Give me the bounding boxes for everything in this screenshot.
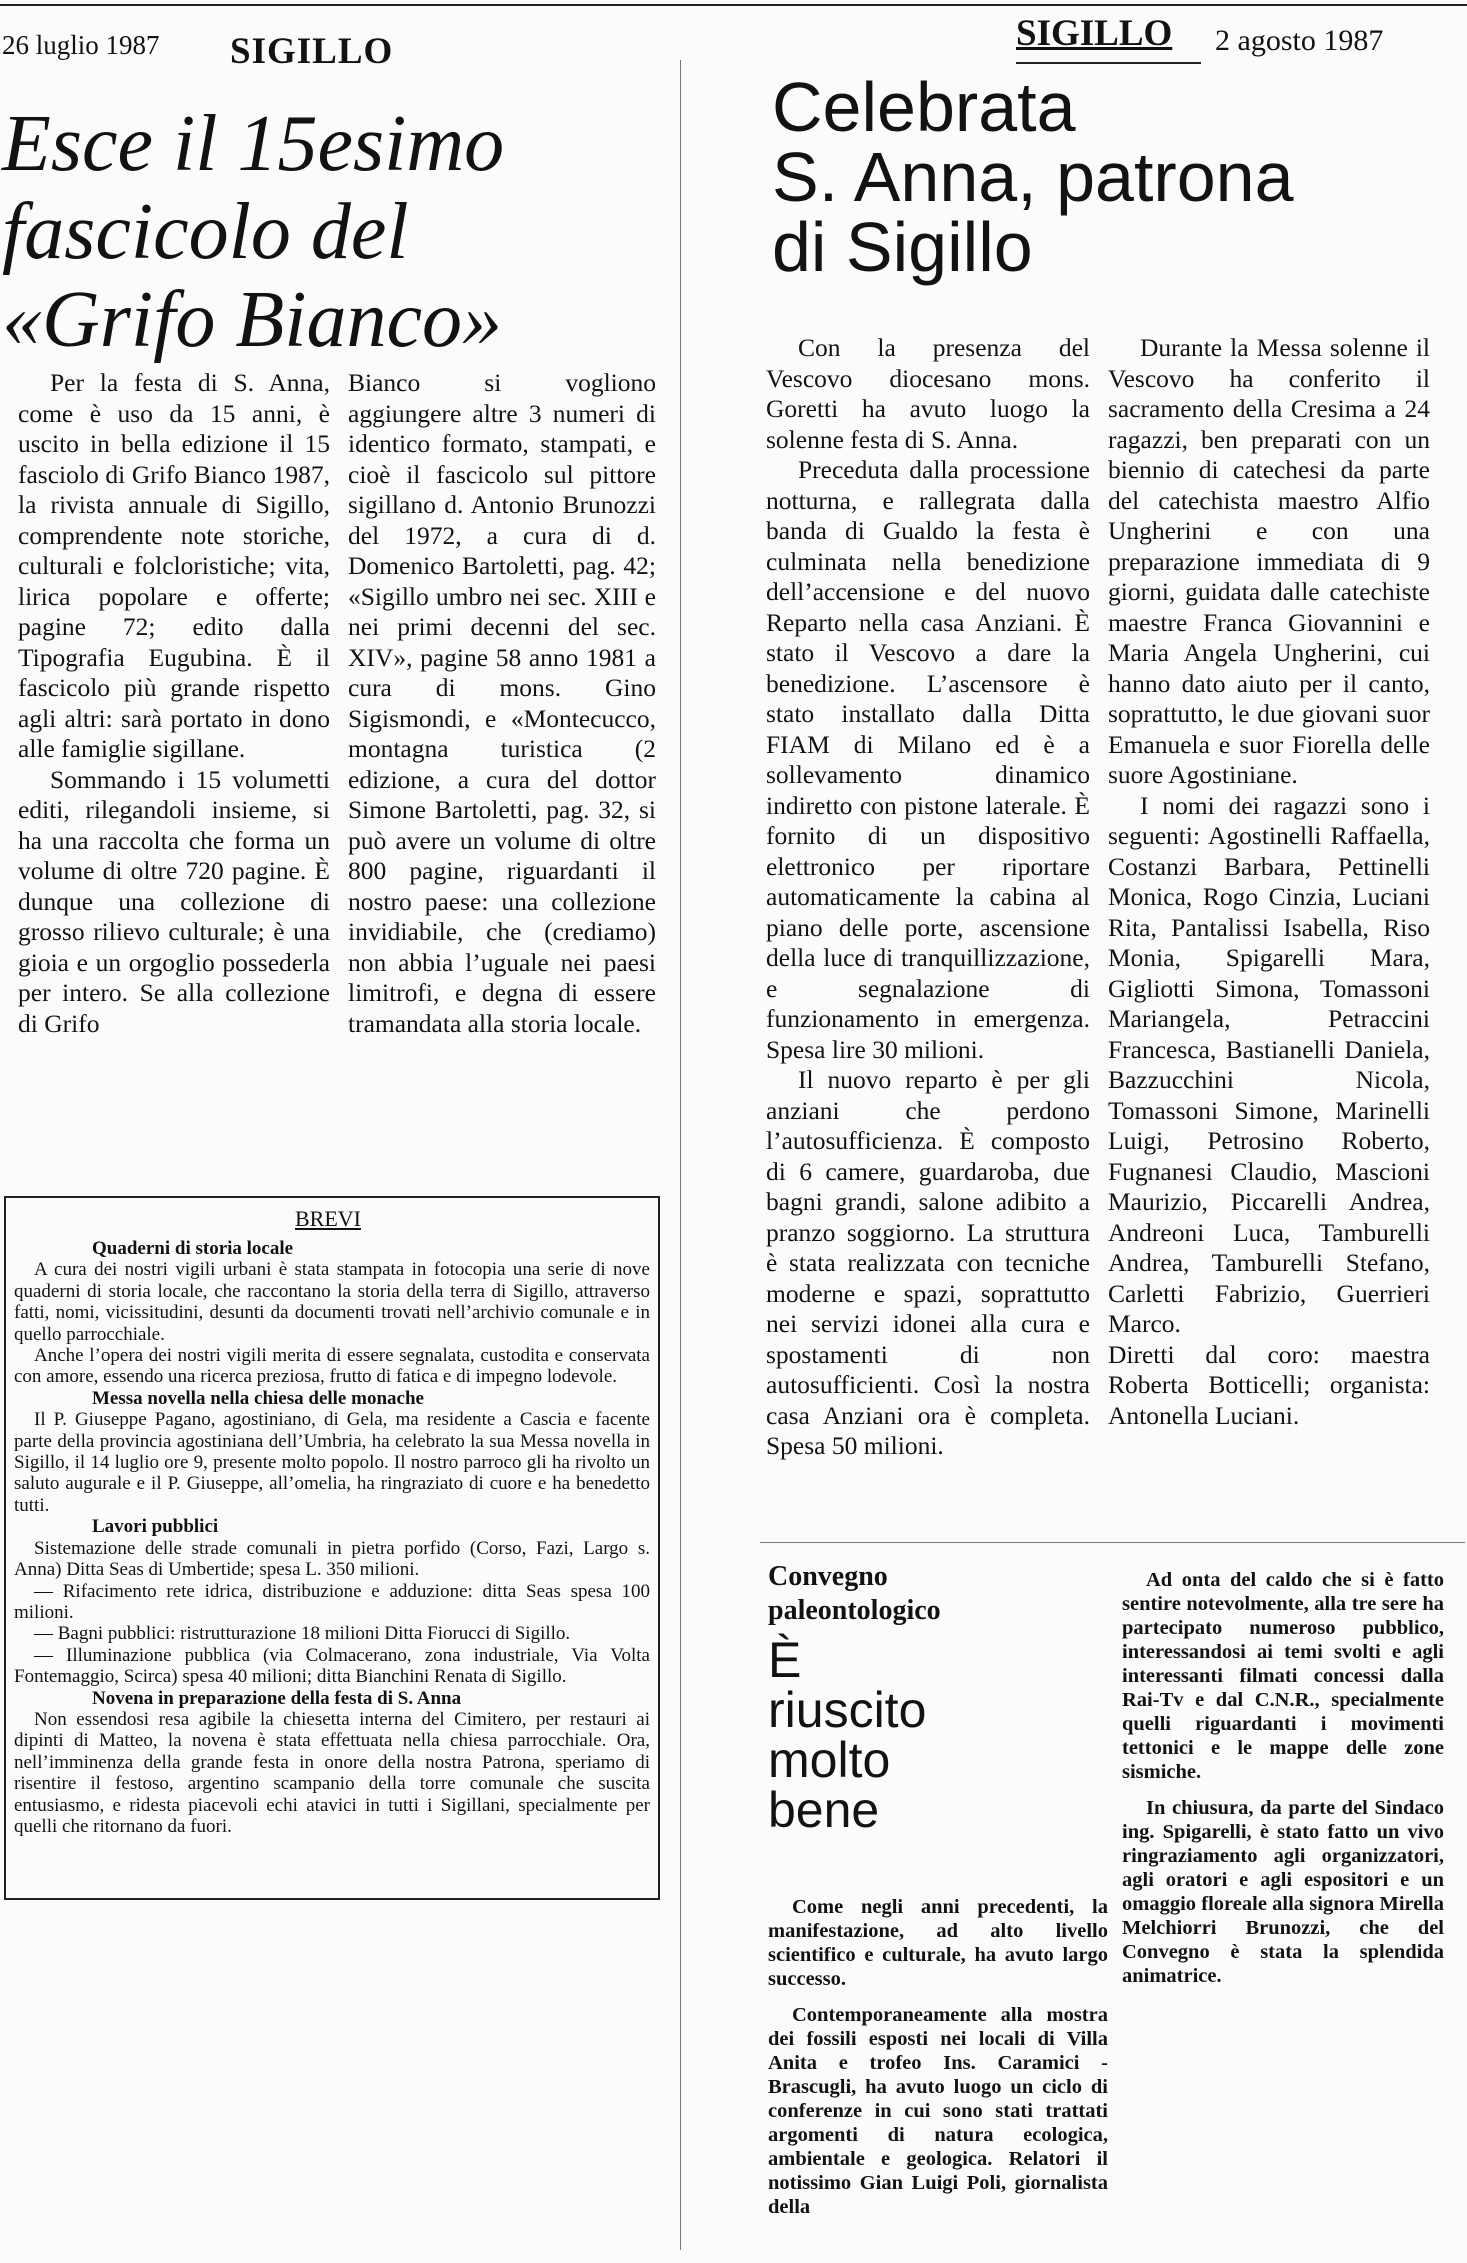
left-masthead: SIGILLO — [230, 31, 394, 72]
brevi-item-text: — Bagni pubblici: ristrutturazione 18 milioni Ditta Fiorucci di Sigillo. — [34, 1623, 571, 1645]
convegno-kicker-line: paleontologico — [768, 1595, 941, 1626]
paragraph: Come negli anni precedenti, la manifestazione, ad alto livello scientifico e culturale, ha avuto largo successo. — [768, 1896, 1108, 1990]
paragraph: Preceduta dalla processione notturna, e rallegrata dalla banda di Gualdo la festa è culminata nella benedizione dell’accensione e del nuovo Reparto nella casa Anziani. È stato il Vescovo a dare la benedizione. L’ascensore è stato installato dalla Ditta FIAM di Milano ed è a sollevamento dinamico indiretto con pistone laterale. È fornito di un dispositivo elettronico per riportare automaticamente la cabina al piano delle porte, ascensione della luce di tranquillizzazione, e segnalazione di funzionamento in emergenza. Spesa lire 30 milioni. — [766, 455, 1090, 1064]
brevi-item-text: Sistemazione delle strade comunali in pietra porfido (Corso, Fazi, Largo s. Anna) Ditta Seas di Umbertide; spesa L. 350 milioni. — [14, 1537, 650, 1581]
convegno-headline-line: riuscito — [768, 1682, 927, 1738]
paragraph: Con la presenza del Vescovo diocesano mons. Goretti ha avuto luogo la solenne festa di S. Anna. — [766, 333, 1090, 454]
brevi-item-text: — Rifacimento rete idrica, distribuzione e adduzione: ditta Seas spesa 100 milioni. — [14, 1580, 650, 1623]
brevi-item-text: Il P. Giuseppe Pagano, agostiniano, di Gela, ma residente a Cascia e facente parte della provincia agostiniana dell’Umbria, ha celebrato la sua Messa novella in Sigillo, il 14 luglio ore 9, presente molto popolo. Il nostro parroco gli ha rivolto un saluto augurale e il P. Giuseppe, all’omelia, ha ringraziato di cuore e ha benedetto tutti. — [14, 1409, 650, 1516]
convegno-top-rule — [760, 1542, 1465, 1543]
left-headline-line: Esce il 15esimo — [2, 100, 505, 188]
right-headline-line: Celebrata — [772, 68, 1076, 146]
paragraph: Bianco si vogliono aggiungere altre 3 numeri di identico formato, stampati, e cioè il fascicolo sul pittore sigillano d. Antonio Brunozzi del 1972, a cura di d. Domenico Bartoletti, pag. 42; «Sigillo umbro nei sec. XIII e nei primi decenni del sec. XIV», pagine 58 anno 1981 a cura di mons. Gino Sigismondi, e «Montecucco, montagna turistica (2 edizione, a cura del dottor Simone Bartoletti, pag. 32, si può avere un volume di oltre 800 pagine, riguardanti il nostro paese: una collezione invidiabile, che (crediamo) non abbia l’uguale nei paesi limitrofi, e degna di essere tramandata alla storia locale. — [348, 368, 656, 1038]
brevi-item-text: Non essendosi resa agibile la chiesetta interna del Cimitero, per restauri ai dipinti di Matteo, la novena è stata effettuata nella chiesa parrocchiale. Ora, nell’imminenza della grande festa in onore della nostra Patrona, speriamo di risentire il festoso, argentino scampanio della torre comunale che suscita entusiasmo, e ridesta piacevoli echi atavici in tutti i Sigillani, specialmente per quelli che ritornano da fuori. — [14, 1708, 650, 1837]
convegno-col2 — [1122, 1568, 1444, 2000]
brevi-item-text: A cura dei nostri vigili urbani è stata stampata in fotocopia una serie di nove quaderni di storia locale, che raccontano la storia della terra di Sigillo, attraverso fatti, nomi, vicissitudini, desunti da documenti trovati nell’archivio comunale e in quello parrocchiale. — [14, 1259, 650, 1345]
convegno-kicker — [768, 1560, 1008, 1628]
brevi-item-text: — Illuminazione pubblica (via Colmacerano, zona industriale, Via Volta Fontemaggio, Scirca) spesa 40 milioni; ditta Bianchini Renata di Sigillo. — [14, 1644, 650, 1688]
column-divider — [680, 60, 681, 2250]
paragraph: Per la festa di S. Anna, come è uso da 15 anni, è uscito in bella edizione il 15 fasciolo di Grifo Bianco 1987, la rivista annuale di Sigillo, comprendente note storiche, culturali e folcloristiche; vita, lirica popolare e offerte; pagine 72; edito dalla Tipografia Eugubina. È il fascicolo più grande rispetto agli altri: sarà portato in dono alle famiglie sigillane. — [18, 368, 330, 763]
brevi-heading: BREVI — [295, 1206, 361, 1231]
right-masthead: SIGILLO — [1016, 13, 1173, 54]
right-headline — [772, 68, 1462, 286]
right-headline-line: S. Anna, patrona — [772, 138, 1294, 216]
right-article-col1 — [766, 333, 1090, 1462]
right-date: 2 agosto 1987 — [1215, 24, 1384, 57]
convegno-kicker-line: Convegno — [768, 1561, 888, 1592]
left-headline-line: «Grifo Bianco» — [2, 276, 502, 364]
paragraph: In chiusura, da parte del Sindaco ing. Spigarelli, è stato fatto un vivo ringraziamento agli organizzatori, agli oratori e agli espositori e un omaggio floreale alla signora Mirella Melchiorri Brunozzi, che del Convegno è stata la splendida animatrice. — [1122, 1797, 1444, 1987]
right-headline-line: di Sigillo — [772, 208, 1033, 286]
brevi-item-heading: Lavori pubblici — [92, 1516, 219, 1538]
left-headline — [2, 100, 652, 364]
convegno-col1 — [768, 1895, 1108, 2231]
left-date: 26 luglio 1987 — [2, 30, 160, 60]
top-rule — [0, 4, 1467, 6]
brevi-item-heading: Quaderni di storia locale — [92, 1238, 294, 1259]
convegno-headline-line: bene — [768, 1782, 880, 1838]
left-article-col1 — [18, 368, 330, 1039]
right-article-col2 — [1108, 333, 1430, 1431]
convegno-headline-line: molto — [768, 1732, 891, 1788]
brevi-item-heading: Messa novella nella chiesa delle monache — [92, 1387, 424, 1409]
brevi-body — [14, 1238, 650, 1837]
paragraph: Sommando i 15 volumetti editi, rilegandoli insieme, si ha una raccolta che forma un volume di oltre 720 pagine. È dunque una collezione di grosso rilievo culturale; è una gioia e un orgoglio possederla per intero. Se alla collezione di Grifo — [18, 764, 330, 1038]
left-article-col2 — [348, 368, 656, 1039]
paragraph: Durante la Messa solenne il Vescovo ha conferito il sacramento della Cresima a 24 ragazzi, ben preparati con un biennio di catechesi da parte del catechista maestro Alfio Ungherini e con una preparazione immediata di 9 giorni, guidata dalle catechiste maestre Franca Giovannini e Maria Angela Ungherini, cui hanno dato aiuto per il canto, soprattutto, le due giovani suor Emanuela e suor Fiorella delle suore Agostiniane. — [1108, 333, 1430, 789]
right-masthead-rule — [1016, 62, 1201, 64]
paragraph: Contemporaneamente alla mostra dei fossili esposti nei locali di Villa Anita e trofeo Ins. Caramici - Brascugli, ha avuto luogo un ciclo di conferenze in cui sono stati trattati argomenti di natura ecologica, ambientale e geologica. Relatori il notissimo Gian Luigi Poli, giornalista della — [768, 2004, 1108, 2218]
left-headline-line: fascicolo del — [2, 188, 409, 276]
brevi-item-heading: Novena in preparazione della festa di S. Anna — [92, 1687, 462, 1709]
convegno-headline — [768, 1632, 1008, 1838]
paragraph: I nomi dei ragazzi sono i seguenti: Agostinelli Raffaella, Costanzi Barbara, Pettinelli Monica, Rogo Cinzia, Luciani Rita, Pantalissi Isabella, Riso Monia, Spigarelli Mara, Gigliotti Simona, Tomassoni Mariangela, Petraccini Francesca, Bastianelli Daniela, Bazzucchini Nicola, Tomassoni Simone, Marinelli Luigi, Petrosino Roberto, Fugnanesi Claudio, Mascioni Maurizio, Piccarelli Andrea, Andreoni Luca, Tamburelli Andrea, Tamburelli Stefano, Carletti Fabrizio, Guerrieri Marco. — [1108, 790, 1430, 1338]
paragraph: Ad onta del caldo che si è fatto sentire notevolmente, alla tre sere ha partecipato numeroso pubblico, interessandosi ai temi svolti e agli interessanti filmati concessi dalla Rai-Tv e dal C.N.R., specialmente quelli riguardanti i movimenti tettonici e le mappe delle zone sismiche. — [1122, 1569, 1444, 1783]
paragraph: Diretti dal coro: maestra Roberta Botticelli; organista: Antonella Luciani. — [1108, 1339, 1430, 1430]
brevi-item-text: Anche l’opera dei nostri vigili merita di essere segnalata, custodita e conservata con amore, essendo una ricerca preziosa, frutto di fatica e di impegno lodevole. — [14, 1345, 650, 1388]
paragraph: Il nuovo reparto è per gli anziani che perdono l’autosufficienza. È composto di 6 camere, guardaroba, due bagni grandi, salone adibito a pranzo soggiorno. La struttura è stata realizzata con tecniche moderne e spazi, soprattutto nei servizi idonei alla cura e spostamenti di non autosufficienti. Così la nostra casa Anziani ora è completa. Spesa 50 milioni. — [766, 1065, 1090, 1460]
convegno-headline-line: È — [768, 1632, 802, 1688]
